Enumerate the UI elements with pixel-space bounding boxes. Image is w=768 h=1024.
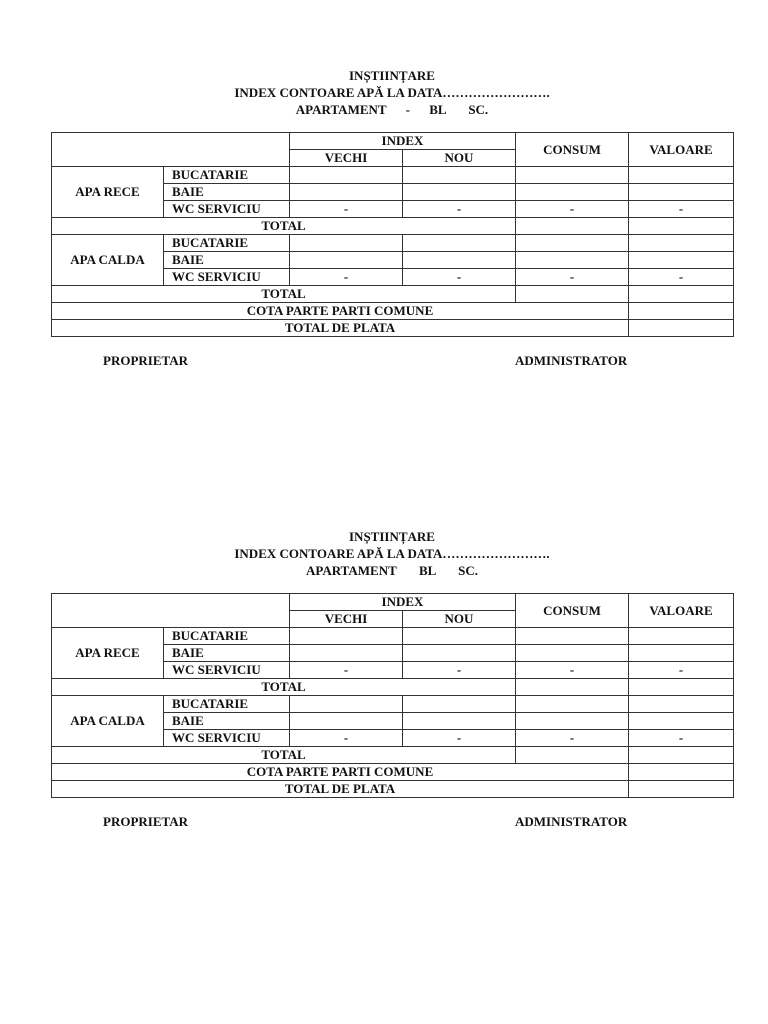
cell-valoare <box>629 303 734 320</box>
dash-cell: - <box>403 662 516 679</box>
old-index-header: VECHI <box>290 150 403 167</box>
signature-row <box>51 353 733 373</box>
cold-water-label: APA RECE <box>52 628 164 679</box>
notice-form-1 <box>51 67 733 373</box>
cell-consum <box>516 252 629 269</box>
row-label-kitchen: BUCATARIE <box>164 628 290 645</box>
cold-water-label: APA RECE <box>52 167 164 218</box>
hot-total-label: TOTAL <box>52 747 516 764</box>
owner-signature-label: PROPRIETAR <box>103 814 188 829</box>
cell-new-index <box>403 184 516 201</box>
cell-new-index <box>403 645 516 662</box>
bl-label: BL <box>429 102 446 117</box>
cell-valoare <box>629 679 734 696</box>
cell-new-index <box>403 713 516 730</box>
apartment-line <box>51 562 733 579</box>
cell-valoare <box>629 252 734 269</box>
row-label-wc: WC SERVICIU <box>164 269 290 286</box>
row-label-kitchen: BUCATARIE <box>164 696 290 713</box>
dash-cell: - <box>516 662 629 679</box>
common-share-label: COTA PARTE PARTI COMUNE <box>52 303 629 320</box>
dash-cell: - <box>516 730 629 747</box>
cell-consum <box>516 679 629 696</box>
cell-new-index <box>403 696 516 713</box>
row-label-bath: BAIE <box>164 252 290 269</box>
dash-cell: - <box>516 201 629 218</box>
dash-cell: - <box>403 730 516 747</box>
hot-total-label: TOTAL <box>52 286 516 303</box>
cell-new-index <box>403 167 516 184</box>
signature-row <box>51 814 733 834</box>
cell-valoare <box>629 320 734 337</box>
valoare-header: VALOARE <box>629 133 734 167</box>
cell-consum <box>516 286 629 303</box>
notice-title: INȘTIINȚARE <box>349 529 435 544</box>
apartment-line <box>51 101 733 118</box>
cell-valoare <box>629 713 734 730</box>
cold-total-label: TOTAL <box>52 679 516 696</box>
cell-valoare <box>629 781 734 798</box>
sc-label: SC. <box>458 563 479 578</box>
dash-cell: - <box>290 730 403 747</box>
row-label-wc: WC SERVICIU <box>164 662 290 679</box>
row-label-kitchen: BUCATARIE <box>164 235 290 252</box>
cell-consum <box>516 235 629 252</box>
row-label-bath: BAIE <box>164 713 290 730</box>
cell-new-index <box>403 252 516 269</box>
hot-water-label: APA CALDA <box>52 235 164 286</box>
notice-form-2 <box>51 528 733 834</box>
hot-water-label: APA CALDA <box>52 696 164 747</box>
cell-valoare <box>629 218 734 235</box>
header-blank-cell <box>52 133 290 167</box>
cell-consum <box>516 645 629 662</box>
row-label-kitchen: BUCATARIE <box>164 167 290 184</box>
cold-total-label: TOTAL <box>52 218 516 235</box>
admin-signature-label: ADMINISTRATOR <box>515 814 628 829</box>
cell-old-index <box>290 645 403 662</box>
apartment-mark: - <box>405 102 410 117</box>
cell-valoare <box>629 235 734 252</box>
new-index-header: NOU <box>403 150 516 167</box>
dash-cell: - <box>290 201 403 218</box>
index-header: INDEX <box>290 133 516 150</box>
cell-old-index <box>290 628 403 645</box>
consum-header: CONSUM <box>516 594 629 628</box>
cell-consum <box>516 696 629 713</box>
cell-new-index <box>403 235 516 252</box>
cell-consum <box>516 713 629 730</box>
row-label-wc: WC SERVICIU <box>164 730 290 747</box>
cell-old-index <box>290 184 403 201</box>
water-meter-table <box>51 132 734 337</box>
new-index-header: NOU <box>403 611 516 628</box>
common-share-label: COTA PARTE PARTI COMUNE <box>52 764 629 781</box>
dash-cell: - <box>403 269 516 286</box>
cell-consum <box>516 184 629 201</box>
dash-cell: - <box>516 269 629 286</box>
old-index-header: VECHI <box>290 611 403 628</box>
cell-old-index <box>290 713 403 730</box>
dash-cell: - <box>629 662 734 679</box>
notice-header <box>51 528 733 579</box>
admin-signature-label: ADMINISTRATOR <box>515 353 628 368</box>
notice-subtitle: INDEX CONTOARE APĂ LA DATA……………………. <box>234 85 550 100</box>
row-label-bath: BAIE <box>164 645 290 662</box>
cell-valoare <box>629 747 734 764</box>
cell-valoare <box>629 645 734 662</box>
cell-consum <box>516 218 629 235</box>
valoare-header: VALOARE <box>629 594 734 628</box>
dash-cell: - <box>629 269 734 286</box>
cell-valoare <box>629 628 734 645</box>
cell-old-index <box>290 235 403 252</box>
water-meter-table <box>51 593 734 798</box>
notice-title: INȘTIINȚARE <box>349 68 435 83</box>
dash-cell: - <box>629 201 734 218</box>
index-header: INDEX <box>290 594 516 611</box>
cell-old-index <box>290 252 403 269</box>
notice-header <box>51 67 733 118</box>
cell-valoare <box>629 286 734 303</box>
apartment-label: APARTAMENT <box>295 102 387 117</box>
cell-valoare <box>629 184 734 201</box>
notice-subtitle: INDEX CONTOARE APĂ LA DATA……………………. <box>234 546 550 561</box>
row-label-wc: WC SERVICIU <box>164 201 290 218</box>
total-payment-label: TOTAL DE PLATA <box>52 781 629 798</box>
total-payment-label: TOTAL DE PLATA <box>52 320 629 337</box>
bl-label: BL <box>419 563 436 578</box>
owner-signature-label: PROPRIETAR <box>103 353 188 368</box>
row-label-bath: BAIE <box>164 184 290 201</box>
cell-consum <box>516 628 629 645</box>
cell-valoare <box>629 764 734 781</box>
cell-new-index <box>403 628 516 645</box>
cell-old-index <box>290 696 403 713</box>
header-blank-cell <box>52 594 290 628</box>
apartment-label: APARTAMENT <box>305 563 397 578</box>
cell-old-index <box>290 167 403 184</box>
cell-consum <box>516 167 629 184</box>
cell-valoare <box>629 696 734 713</box>
cell-consum <box>516 747 629 764</box>
sc-label: SC. <box>468 102 489 117</box>
dash-cell: - <box>290 662 403 679</box>
dash-cell: - <box>403 201 516 218</box>
dash-cell: - <box>629 730 734 747</box>
dash-cell: - <box>290 269 403 286</box>
consum-header: CONSUM <box>516 133 629 167</box>
cell-valoare <box>629 167 734 184</box>
